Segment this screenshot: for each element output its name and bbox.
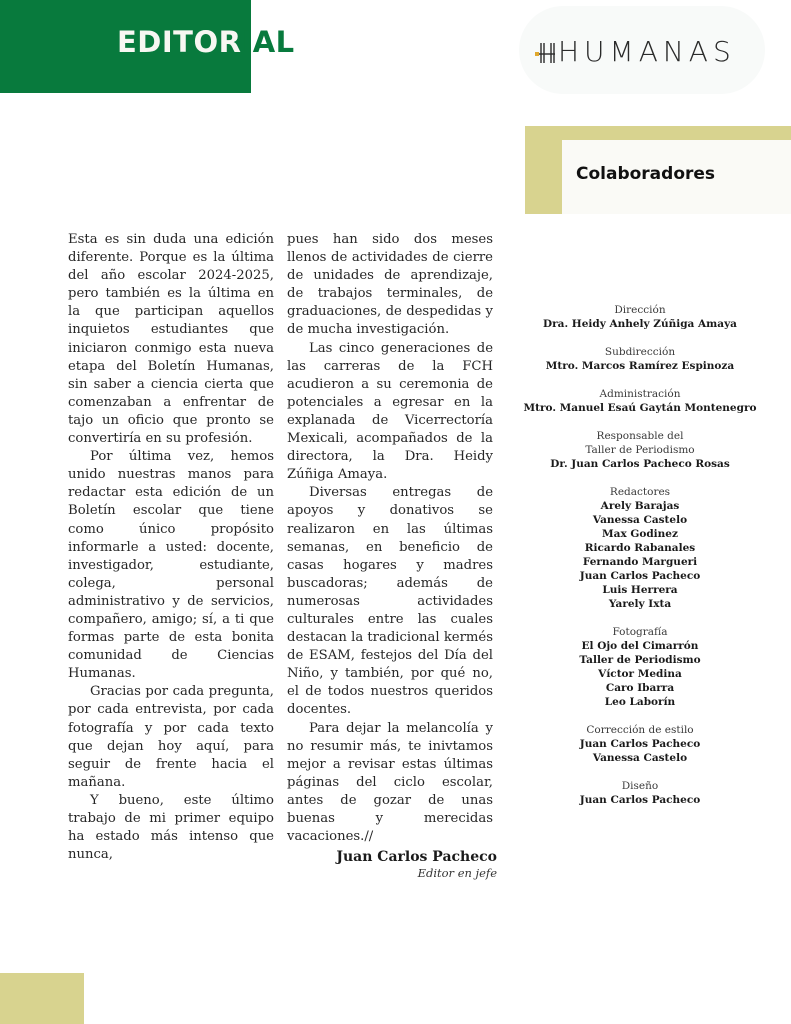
credit-role: Administración <box>599 388 681 400</box>
paragraph: Y bueno, este último trabajo de mi primer equipo ha estado más intenso que nunca, <box>68 792 274 863</box>
credit-name: Leo Laborín <box>604 696 676 708</box>
credit-group <box>510 485 770 611</box>
credit-name: Yarely Ixta <box>608 598 672 610</box>
credit-role: Dirección <box>614 304 666 316</box>
collaborators-title: Colaboradores <box>576 164 716 184</box>
section-title <box>117 25 295 59</box>
credit-role: Diseño <box>621 780 659 792</box>
credit-name: Caro Ibarra <box>605 682 675 694</box>
credit-group <box>510 387 770 415</box>
credit-name: Dr. Juan Carlos Pacheco Rosas <box>550 458 730 470</box>
credit-name: El Ojo del Cimarrón <box>581 640 699 652</box>
credit-role: Responsable del <box>596 430 684 442</box>
credit-name: Luis Herrera <box>602 584 678 596</box>
credit-name: Dra. Heidy Anhely Zúñiga Amaya <box>543 318 737 330</box>
credit-group <box>510 625 770 709</box>
credit-group <box>510 345 770 373</box>
paragraph: Gracias por cada pregunta, por cada entrevista, por cada fotografía y por cada texto que dejan hoy aquí, para seguir de frente hacia el mañana. <box>68 684 274 790</box>
credit-name: Juan Carlos Pacheco <box>579 794 701 806</box>
credit-role: Fotografía <box>612 626 668 638</box>
credit-name: Taller de Periodismo <box>579 654 701 666</box>
credit-name: Max Godinez <box>602 528 678 540</box>
credit-group <box>510 429 770 471</box>
credit-name: Mtro. Manuel Esaú Gaytán Montenegro <box>523 402 757 414</box>
section-title-part-1: EDITOR <box>117 25 242 59</box>
credit-group <box>510 779 770 807</box>
credit-group <box>510 303 770 331</box>
credit-name: Vanessa Castelo <box>592 752 688 764</box>
signature-name: Juan Carlos Pacheco <box>336 849 497 865</box>
footer-olive-block <box>0 973 84 1024</box>
credit-name: Juan Carlos Pacheco <box>579 738 701 750</box>
paragraph: Las cinco generaciones de las carreras de la FCH acudieron a su ceremonia de potenciales a egresar en la explanada de Vicerrectoría Mexicali, acompañados de la directora, la Dra. Heidy Zúñiga Amaya. <box>287 340 493 483</box>
paragraph: pues han sido dos meses llenos de actividades de cierre de unidades de aprendizaje, de trabajos terminales, de graduaciones, de despedidas y de mucha investigación. <box>287 232 493 338</box>
humanas-logo-icon <box>535 41 557 65</box>
credit-name: Víctor Medina <box>598 668 682 680</box>
credit-name: Vanessa Castelo <box>592 514 688 526</box>
paragraph: Para dejar la melancolía y no resumir más, te inivtamos mejor a revisar estas últimas páginas del ciclo escolar, antes de gozar de unas buenas y merecidas vacaciones.// <box>287 720 493 845</box>
credit-role: Subdirección <box>604 346 676 358</box>
signature-role: Editor en jefe <box>417 866 497 880</box>
credit-role: Corrección de estilo <box>586 724 694 736</box>
signature <box>336 849 497 881</box>
paragraph: Por última vez, hemos unido nuestras manos para redactar esta edición de un Boletín escolar que tiene como único propósito informarle a usted: docente, investigador, estudiante, colega, personal administrativo y de servicios, compañero, amigo; sí, a ti que formas parte de esta bonita comunidad de Ciencias Humanas. <box>68 449 274 682</box>
logo-text: HUMANAS <box>558 35 736 68</box>
article-column-1 <box>68 231 274 864</box>
paragraph: Esta es sin duda una edición diferente. Porque es la última del año escolar 2024-2025, pero también es la última en la que participan aquellos inquietos estudiantes que iniciaron conmigo esta nueva etapa del Boletín Humanas, sin saber a ciencia cierta que comenzaban a enfrentar de tajo un oficio que pronto se convertiría en su profesión. <box>68 232 274 447</box>
credit-role: Redactores <box>609 486 671 498</box>
article-column-2 <box>287 231 493 846</box>
paragraph: Diversas entregas de apoyos y donativos se realizaron en las últimas semanas, en beneficio de casas hogares y madres buscadoras; además de numerosas actividades culturales entre las cuales destacan la tradicional kermés de ESAM, festejos del Día del Niño, y también, por qué no, el de todos nuestros queridos docentes. <box>287 485 493 718</box>
credit-name: Arely Barajas <box>600 500 680 512</box>
credits-list <box>510 303 770 821</box>
credit-name: Fernando Margueri <box>582 556 698 568</box>
credit-group <box>510 723 770 765</box>
credit-name: Juan Carlos Pacheco <box>579 570 701 582</box>
credit-name: Mtro. Marcos Ramírez Espinoza <box>545 360 735 372</box>
credit-name: Ricardo Rabanales <box>584 542 696 554</box>
section-title-part-2: IAL <box>241 25 295 59</box>
credit-role: Taller de Periodismo <box>585 444 695 456</box>
